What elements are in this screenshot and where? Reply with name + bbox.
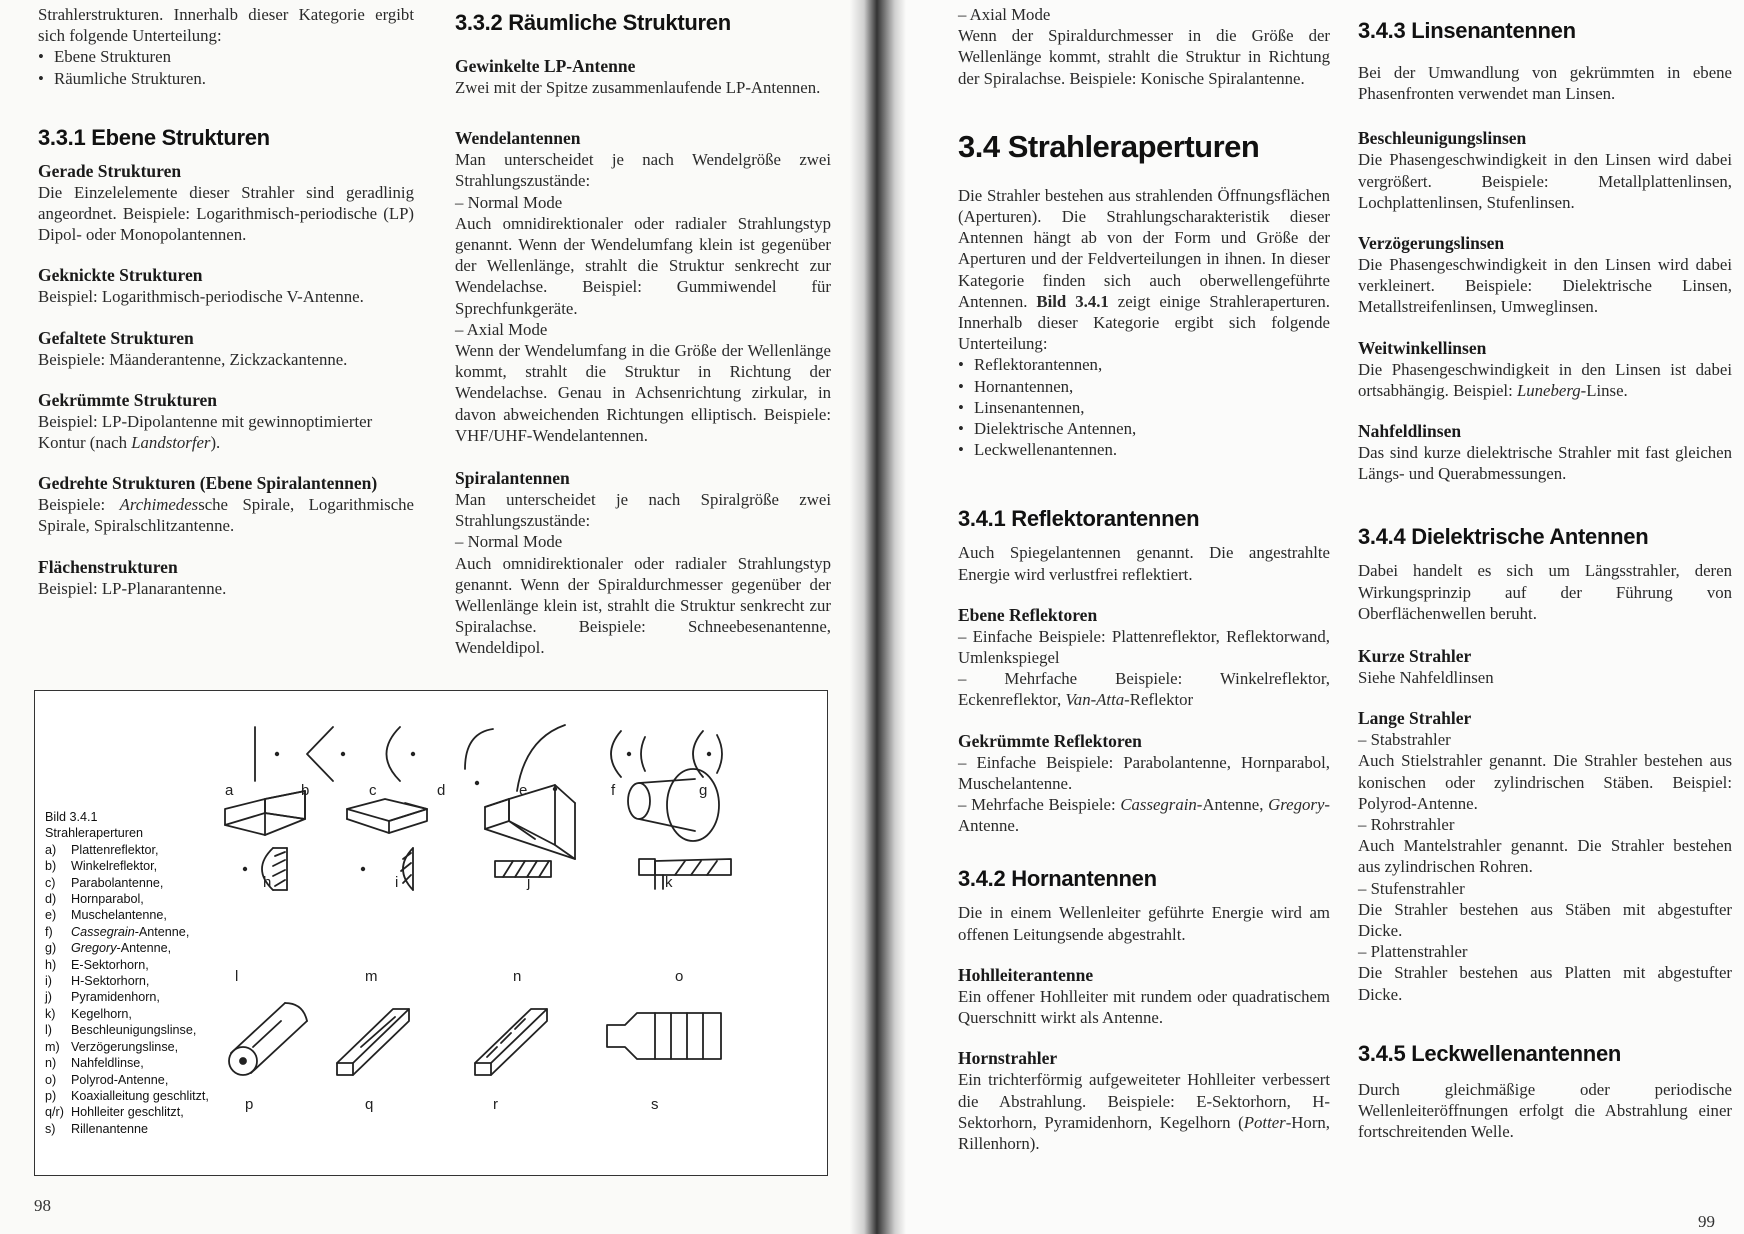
slotted-waveguide-r-drawing <box>475 1009 547 1075</box>
right-column-2 <box>1358 18 1732 1143</box>
item-line: – Stabstrahler <box>1358 730 1451 750</box>
left-page <box>0 0 860 1234</box>
item-title: Hornstrahler <box>958 1048 1058 1069</box>
legend-text: Parabolantenne, <box>71 875 164 890</box>
item-title: Gefaltete Strukturen <box>38 327 194 348</box>
struct-item <box>38 390 414 453</box>
item-text: Ein offener Hohlleiter mit rundem oder quadratischem Querschnitt wirkt als Antenne. <box>958 986 1330 1028</box>
item-line: – Einfache Beispiele: Plattenreflektor, Reflektorwand, Umlenkspiegel <box>958 626 1330 668</box>
legend-text: Kegelhorn, <box>71 1006 132 1021</box>
label-c: c <box>369 782 377 799</box>
struct-item <box>455 128 831 446</box>
label-h: h <box>263 874 272 891</box>
conical-horn-drawing <box>628 769 719 841</box>
item-title: Gekrümmte Reflektoren <box>958 730 1142 751</box>
struct-item <box>38 265 414 307</box>
intro-bullet-list <box>38 46 414 88</box>
struct-item <box>455 56 831 98</box>
item-text: Beispiel: LP-Dipolantenne mit gewinnoptimierter Kontur (nach Landstorfer). <box>38 411 373 453</box>
chapter-bullet: • Dielektrische Antennen, <box>974 418 1330 439</box>
label-g: g <box>699 782 708 799</box>
right-page <box>860 0 1744 1234</box>
label-f: f <box>611 782 616 799</box>
item-title: Lange Strahler <box>1358 708 1472 729</box>
dielectric-intro: Dabei handelt es sich um Längsstrahler, deren Wirkungsprinzip auf der Führung von Oberflächenwellen beruht. <box>1358 561 1732 623</box>
legend-letter: e) <box>45 908 57 923</box>
label-k: k <box>665 874 673 891</box>
e-sector-horn-drawing <box>225 791 305 835</box>
label-m: m <box>365 968 378 985</box>
corrugated-antenna-drawing <box>607 1013 721 1059</box>
item-line: Auch omnidirektionaler oder radialer Strahlungstyp genannt. Wenn der Wendelumfang klein ist gegenüber der Wellenlänge, strahlt die Struktur senkrecht zur Wendelachse. Beispiel: Gummiwendel für Sprechfunkgeräte. <box>455 213 831 318</box>
intro-bullet: • Ebene Strukturen <box>54 46 414 67</box>
section-heading-3-4-1: 3.4.1 Reflektorantennen <box>958 506 1200 532</box>
page-number-left: 98 <box>34 1196 51 1215</box>
item-line: Man unterscheidet je nach Spiralgröße zwei Strahlungszustände: <box>455 490 831 531</box>
item-text: Die Phasengeschwindigkeit in den Linsen wird dabei vergrößert. Beispiele: Metallplattenlinsen, Lochplattenlinsen, Stufenlinsen. <box>1358 150 1732 212</box>
item-line: – Stufenstrahler <box>1358 878 1465 898</box>
legend-letter: i) <box>45 974 52 989</box>
item-title: Gerade Strukturen <box>38 160 182 181</box>
pyramidal-horn-drawing <box>485 785 575 859</box>
label-r: r <box>493 1096 498 1113</box>
caption-title: Bild 3.4.1 <box>45 810 98 824</box>
page-number-right: 99 <box>1698 1212 1715 1231</box>
horn-radiator-block <box>958 1048 1330 1154</box>
legend-text: H-Sektorhorn, <box>71 974 150 989</box>
intro-text: Strahlerstrukturen. Innerhalb dieser Kategorie ergibt sich folgende Unterteilung: <box>38 5 414 46</box>
legend-text: Rillenantenne <box>71 1121 149 1136</box>
legend-text: Koaxialleitung geschlitzt, <box>71 1088 209 1103</box>
legend-text: Plattenreflektor, <box>71 842 159 857</box>
label-j: j <box>527 874 531 891</box>
legend-text: Polyrod-Antenne, <box>71 1072 169 1087</box>
chapter-heading-3-4: 3.4 Strahleraperturen <box>958 128 1260 164</box>
leaky-wave-text: Durch gleichmäßige oder periodische Wellenleiteröffnungen erfolgt die Abstrahlung einer fortschreitenden Welle. <box>1358 1079 1732 1142</box>
item-line: – Einfache Beispiele: Parabolantenne, Hornparabol, Muschelantenne. <box>958 752 1330 793</box>
label-b: b <box>301 782 310 799</box>
deceleration-lens-drawing <box>361 848 413 890</box>
section-heading-3-3-1: 3.3.1 Ebene Strukturen <box>38 124 270 150</box>
item-line: – Mehrfache Beispiele: Winkelreflektor, Eckenreflektor, Van-Atta-Reflektor <box>958 669 1330 710</box>
legend-letter: g) <box>45 941 57 956</box>
horn-parabol-drawing <box>465 729 493 785</box>
item-title: Gedrehte Strukturen (Ebene Spiralantennen) <box>38 473 378 494</box>
item-line: – Axial Mode <box>455 319 548 339</box>
lens-item <box>1358 233 1732 318</box>
item-title: Nahfeldlinsen <box>1358 421 1462 442</box>
legend-text: Nahfeldlinse, <box>71 1056 144 1071</box>
item-line: Auch Mantelstrahler genannt. Die Strahler bestehen aus zylindrischen Rohren. <box>1358 836 1732 877</box>
label-e: e <box>519 782 528 799</box>
label-q: q <box>365 1096 374 1113</box>
short-radiator-block <box>1358 646 1732 688</box>
polyrod-antenna-drawing <box>639 859 731 889</box>
item-text: Siehe Nahfeldlinsen <box>1358 668 1494 688</box>
label-p: p <box>245 1096 254 1113</box>
waveguide-antenna-block <box>958 965 1330 1028</box>
item-title: Weitwinkellinsen <box>1358 337 1487 358</box>
item-title: Ebene Reflektoren <box>958 604 1098 625</box>
item-line: Auch Stielstrahler genannt. Die Strahler bestehen aus konischen oder zylindrischen Stäben. Beispiel: Polyrod-Antenne. <box>1358 751 1732 813</box>
legend-letter: m) <box>45 1039 60 1054</box>
legend-text: Winkelreflektor, <box>71 859 158 874</box>
section-heading-3-4-5: 3.4.5 Leckwellenantennen <box>1358 1040 1622 1066</box>
left-column-1 <box>38 4 414 619</box>
legend-letter: j) <box>45 990 52 1005</box>
legend-text: Gregory-Antenne, <box>71 941 172 956</box>
legend-letter: p) <box>45 1088 57 1103</box>
item-title: Geknickte Strukturen <box>38 265 203 286</box>
struct-item <box>38 161 414 246</box>
intro-bullet: • Räumliche Strukturen. <box>54 68 414 89</box>
legend-letter: k) <box>45 1006 56 1021</box>
label-o: o <box>675 968 684 985</box>
long-radiator-block <box>1358 708 1732 1005</box>
right-column-1 <box>958 4 1330 1174</box>
chapter-bullet: • Linsenantennen, <box>974 397 1330 418</box>
item-title: Kurze Strahler <box>1358 646 1472 667</box>
legend-letter: a) <box>45 842 57 857</box>
item-title: Wendelantennen <box>455 128 581 149</box>
legend-letter: d) <box>45 892 57 907</box>
axial-mode-text: Wenn der Spiraldurchmesser in die Größe der Wellenlänge kommt, strahlt die Struktur in Richtung der Spiralachse. Beispiele: Konische Spiralantenne. <box>958 26 1330 88</box>
label-d: d <box>437 782 446 799</box>
legend-text: Muschelantenne, <box>71 908 167 923</box>
item-text: Zwei mit der Spitze zusammenlaufende LP-Antennen. <box>455 78 821 97</box>
figure-3-4-1 <box>34 690 828 1176</box>
label-n: n <box>513 968 522 985</box>
axial-mode-title: – Axial Mode <box>958 5 1051 24</box>
label-i: i <box>395 874 399 891</box>
item-line: – Rohrstrahler <box>1358 815 1455 835</box>
chapter-bullet: • Reflektorantennen, <box>974 354 1330 375</box>
legend-letter: f) <box>45 924 53 939</box>
legend-text: E-Sektorhorn, <box>71 957 149 972</box>
item-title: Spiralantennen <box>455 468 570 489</box>
lens-item <box>1358 338 1732 401</box>
item-line: – Normal Mode <box>455 532 563 552</box>
item-line: – Mehrfache Beispiele: Cassegrain-Antenne, Gregory-Antenne. <box>958 795 1330 836</box>
item-line: Die Strahler bestehen aus Platten mit abgestufter Dicke. <box>1358 963 1732 1004</box>
item-text: Beispiel: Logarithmisch-periodische V-Antenne. <box>38 287 364 307</box>
legend-text: Hohlleiter geschlitzt, <box>71 1105 184 1120</box>
cassegrain-antenna-drawing <box>611 731 645 777</box>
item-title: Beschleunigungslinsen <box>1358 128 1527 149</box>
chapter-intro: Die Strahler bestehen aus strahlenden Öffnungsflächen (Aperturen). Die Strahlungscharakteristik dieser Antennen hängt ab von der Form und Größe der Aperturen und der Feldverteilungen in ihnen. In dieser Kategorie finden sich auch oberwellengeführte Antennen. Bild 3.4.1 zeigt einige Strahleraperturen. Innerhalb dieser Kategorie ergibt sich folgende Unterteilung: <box>958 185 1330 354</box>
left-column-2 <box>455 10 831 679</box>
item-title: Verzögerungslinsen <box>1358 233 1505 254</box>
legend-letter: o) <box>45 1072 57 1087</box>
section-heading-3-4-3: 3.4.3 Linsenantennen <box>1358 18 1576 43</box>
struct-item <box>38 557 414 599</box>
label-s: s <box>651 1096 659 1113</box>
item-line: Auch omnidirektionaler oder radialer Strahlungstyp genannt. Wenn der Spiraldurchmesser gegenüber der Wellenlänge klein ist, strahlt die Struktur senkrecht zur Spiralachse. Beispiele: Schneebesenantenne, Wendeldipol. <box>455 553 831 658</box>
label-a: a <box>225 782 234 799</box>
near-field-lens-drawing <box>495 861 551 877</box>
caption-subtitle: Strahleraperturen <box>45 826 144 841</box>
item-line: Wenn der Wendelumfang in die Größe der Wellenlänge kommt, strahlt die Struktur in Richtung der Wendelachse. Genau in Achsenrichtung zirkular, in davon abweichenden Richtungen elliptisch. Beispiele: VHF/UHF-Wendelantennen. <box>455 341 831 445</box>
struct-item <box>455 468 831 659</box>
item-text: Beispiele: Mäanderantenne, Zickzackantenne. <box>38 349 348 369</box>
item-text: Das sind kurze dielektrische Strahler mit fast gleichen Längs- und Querabmessungen. <box>1358 443 1732 484</box>
legend-text: Cassegrain-Antenne, <box>71 924 190 939</box>
item-text: Beispiele: Archimedessche Spirale, Logarithmische Spirale, Spiralschlitzantenne. <box>38 495 414 536</box>
label-l: l <box>235 968 239 985</box>
item-line: Man unterscheidet je nach Wendelgröße zwei Strahlungszustände: <box>455 150 831 191</box>
legend-letter: s) <box>45 1121 56 1136</box>
h-sector-horn-drawing <box>347 799 427 833</box>
chapter-bullet-list <box>958 354 1330 460</box>
parabolic-antenna-drawing <box>387 727 416 781</box>
aperture-drawings <box>35 691 827 1175</box>
plate-reflector-drawing <box>255 727 279 781</box>
section-heading-3-4-2: 3.4.2 Hornantennen <box>958 866 1157 892</box>
book-spine-shadow <box>850 0 906 1234</box>
lens-intro: Bei der Umwandlung von gekrümmten in ebene Phasenfronten verwendet man Linsen. <box>1358 63 1732 104</box>
legend-letter: b) <box>45 859 57 874</box>
item-title: Gekrümmte Strukturen <box>38 389 218 410</box>
curved-reflector-block <box>958 731 1330 837</box>
section-heading-3-4-4: 3.4.4 Dielektrische Antennen <box>1358 524 1649 550</box>
legend-letter: n) <box>45 1056 57 1071</box>
item-line: Die Strahler bestehen aus Stäben mit abgestufter Dicke. <box>1358 899 1732 941</box>
item-text: Ein trichterförmig aufgeweiteter Hohlleiter verbessert die Abstrahlung. Beispiele: E-Sektorhorn, H-Sektorhorn, Pyramidenhorn, Kegelhorn (Potter-Horn, Rillenhorn). <box>958 1070 1330 1153</box>
struct-item <box>38 473 414 536</box>
horn-intro: Die in einem Wellenleiter geführte Energie wird am offenen Leitungsende abgestrahlt. <box>958 903 1330 944</box>
legend-letter: q/r) <box>45 1105 64 1120</box>
item-text: Die Phasengeschwindigkeit in den Linsen wird dabei verkleinert. Beispiele: Dielektrische Linsen, Metallstreifenlinsen, Umweglinsen. <box>1358 255 1732 317</box>
corner-reflector-drawing <box>307 727 345 781</box>
section-heading-3-3-2: 3.3.2 Räumliche Strukturen <box>455 10 731 35</box>
legend-letter: l) <box>45 1023 52 1038</box>
lens-item <box>1358 421 1732 484</box>
legend-text: Pyramidenhorn, <box>71 990 160 1005</box>
legend-text: Verzögerungslinse, <box>71 1039 179 1054</box>
slotted-waveguide-q-drawing <box>337 1009 409 1075</box>
struct-item <box>38 328 414 370</box>
chapter-bullet: • Hornantennen, <box>974 376 1330 397</box>
lens-item <box>1358 128 1732 213</box>
item-title: Flächenstrukturen <box>38 556 178 577</box>
item-text: Beispiel: LP-Planarantenne. <box>38 578 227 598</box>
legend-text: Hornparabol, <box>71 892 144 907</box>
item-title: Hohlleiterantenne <box>958 964 1094 985</box>
item-line: – Plattenstrahler <box>1358 942 1468 962</box>
item-title: Gewinkelte LP-Antenne <box>455 56 636 76</box>
item-line: – Normal Mode <box>455 192 563 212</box>
legend-text: Beschleunigungslinse, <box>71 1023 197 1038</box>
legend-letter: h) <box>45 957 57 972</box>
legend-letter: c) <box>45 875 56 890</box>
item-text: Die Einzelelemente dieser Strahler sind geradlinig angeordnet. Beispiele: Logarithmisch-periodische (LP) Dipol- oder Monopolantennen. <box>38 182 414 245</box>
chapter-bullet: • Leckwellenantennen. <box>974 439 1330 460</box>
slotted-coax-drawing <box>229 1003 307 1075</box>
item-text: Die Phasengeschwindigkeit in den Linsen ist dabei ortsabhängig. Beispiel: Luneberg-Linse. <box>1358 359 1732 400</box>
reflector-intro: Auch Spiegelantennen genannt. Die angestrahlte Energie wird verlustfrei reflektiert. <box>958 543 1330 584</box>
flat-reflector-block <box>958 605 1330 711</box>
